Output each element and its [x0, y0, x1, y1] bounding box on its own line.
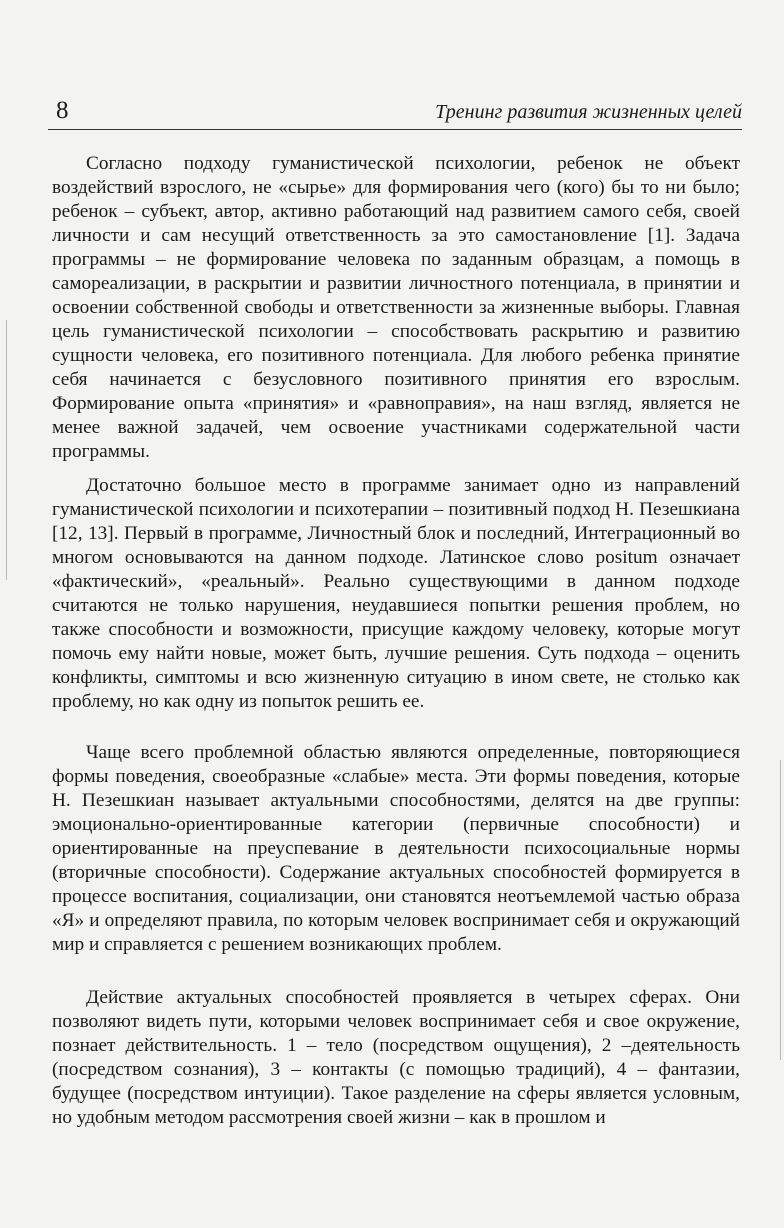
page-number: 8: [56, 97, 69, 124]
body-paragraph: Действие актуальных способностей проявляется в четырех сферах. Они позволяют видеть пути, которыми человек воспринимает себя и свое окружение, познает действительность. 1 – тело (посредством ощущения), 2 –деятельность (посредством сознания), 3 – контакты (с помощью традиций), 4 – фантазии, будущее (посредством интуиции). Такое разделение на сферы является условным, но удобным методом рассмотрения своей жизни – как в прошлом и: [52, 987, 740, 1128]
running-title: Тренинг развития жизненных целей: [435, 101, 742, 123]
page-header: [48, 96, 742, 128]
body-paragraph: Согласно подходу гуманистической психологии, ребенок не объект воздействий взрослого, не «сырье» для формирования чего (кого) бы то ни было; ребенок – субъект, автор, активно работающий над развитием самого себя, своей личности и сам несущий ответственность за это самостановление [1]. Задача программы – не формирование человека по заданным образцам, а помощь в самореализации, в раскрытии и развитии личностного потенциала, в принятии и освоении собственной свободы и ответственности за жизненные выборы. Главная цель гуманистической психологии – способствовать раскрытию и развитию сущности человека, его позитивного потенциала. Для любого ребенка принятие себя начинается с безусловного позитивного принятия его взрослым. Формирование опыта «принятия» и «равноправия», на наш взгляд, является не менее важной задачей, чем освоение участниками содержательной части программы.: [52, 153, 740, 462]
scan-edge-mark: [780, 760, 781, 1060]
scan-edge-mark: [6, 320, 7, 580]
header-divider: [48, 129, 742, 130]
body-paragraph: Чаще всего проблемной областью являются определенные, повторяющиеся формы поведения, своеобразные «слабые» места. Эти формы поведения, которые Н. Пезешкиан называет актуальными способностями, делятся на две группы: эмоционально-ориентированные категории (первичные способности) и ориентированные на преуспевание в деятельности психосоциальные нормы (вторичные способности). Содержание актуальных способностей формируется в процессе воспитания, социализации, они становятся неотъемлемой частью образа «Я» и определяют правила, по которым человек воспринимает себя и окружающий мир и справляется с решением возникающих проблем.: [52, 742, 740, 955]
body-paragraph: Достаточно большое место в программе занимает одно из направлений гуманистической психологии и психотерапии – позитивный подход Н. Пезешкиана [12, 13]. Первый в программе, Личностный блок и последний, Интеграционный во многом основываются на данном подходе. Латинское слово positum означает «фактический», «реальный». Реально существующими в данном подходе считаются не только нарушения, неудавшиеся попытки решения проблем, но также способности и возможности, присущие каждому человеку, которые могут помочь ему найти новые, может быть, лучшие решения. Суть подхода – оценить конфликты, симптомы и всю жизненную ситуацию в ином свете, не столько как проблему, но как одну из попыток решить ее.: [52, 475, 740, 712]
